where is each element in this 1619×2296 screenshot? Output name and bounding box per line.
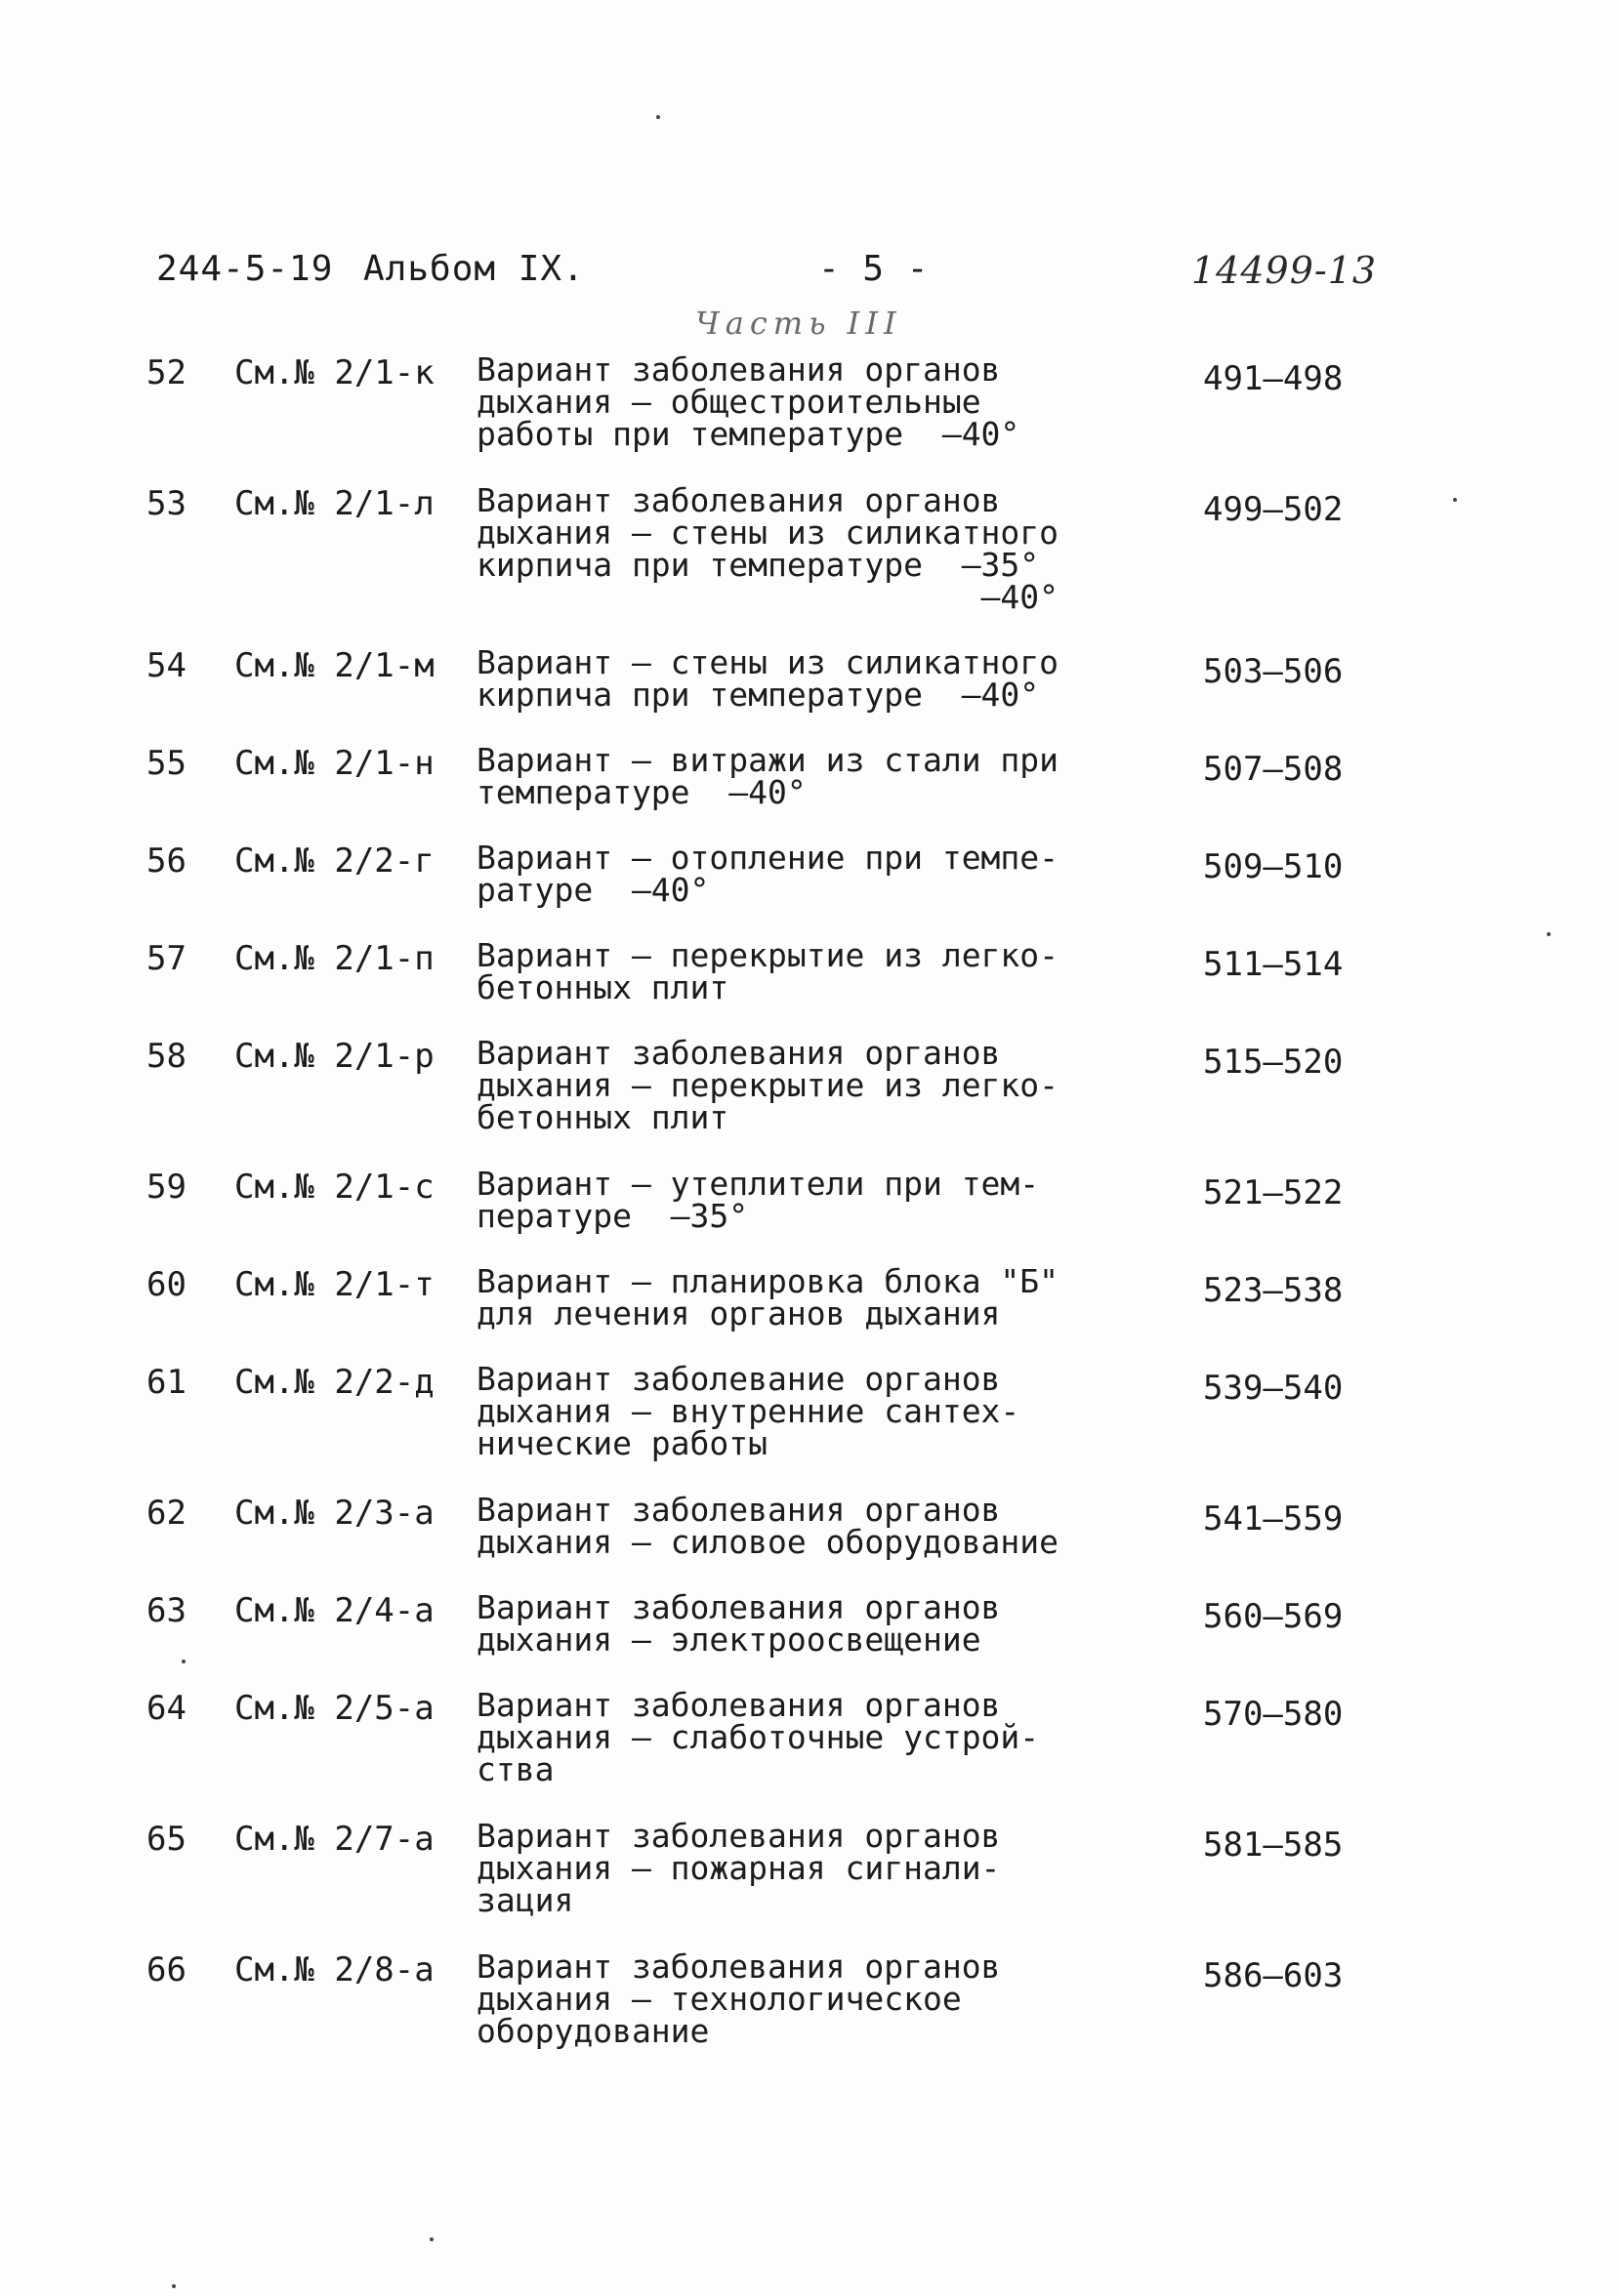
contents-entry — [0, 643, 1619, 744]
entry-description-line: работы при температуре –40° — [477, 415, 1020, 453]
entry-description-line: Вариант заболевания органов — [477, 350, 1001, 389]
entry-reference: См.№ 2/1-н — [234, 744, 435, 783]
scan-speck — [1453, 498, 1457, 502]
entry-description — [477, 643, 1121, 714]
handwritten-archive-number: 14499-13 — [1191, 249, 1378, 292]
entry-description — [477, 1817, 1121, 1919]
entry-reference: См.№ 2/4-а — [234, 1591, 435, 1630]
entry-description — [477, 1360, 1121, 1462]
entry-description-line: дыхания – перекрытие из легко- — [477, 1066, 1059, 1104]
entry-reference: См.№ 2/1-р — [234, 1037, 435, 1076]
entry-reference: См.№ 2/3-а — [234, 1494, 435, 1533]
entry-description-line: Вариант – отопление при темпе- — [477, 839, 1059, 877]
scan-speck — [1547, 932, 1551, 936]
entry-description-line: Вариант заболевания органов — [477, 1686, 1001, 1724]
entry-description-line: бетонных плит — [477, 968, 729, 1006]
contents-entry — [0, 1262, 1619, 1363]
entry-description-line: нические работы — [477, 1424, 768, 1462]
entry-description-line: дыхания – электроосвещение — [477, 1620, 981, 1659]
scan-speck — [182, 1660, 186, 1663]
scan-speck — [430, 2237, 434, 2241]
entry-number: 66 — [146, 1950, 187, 1989]
entry-page-range: 499–502 — [1203, 490, 1344, 529]
document-code: 244-5-19 — [156, 249, 334, 289]
entry-description-line: Вариант заболевания органов — [477, 1588, 1001, 1626]
entry-description-line: Вариант заболевания органов — [477, 1491, 1001, 1529]
entry-description-line: ратуре –40° — [477, 871, 710, 909]
contents-entry — [0, 1817, 1619, 1950]
contents-entry — [0, 1034, 1619, 1168]
entry-description-line: оборудование — [477, 2012, 710, 2050]
contents-entry — [0, 1588, 1619, 1689]
entry-page-range: 570–580 — [1203, 1695, 1344, 1734]
entry-number: 65 — [146, 1820, 187, 1859]
entry-reference: См.№ 2/2-д — [234, 1363, 435, 1402]
entry-description-line: ства — [477, 1750, 555, 1788]
entry-description-line: зация — [477, 1881, 574, 1919]
contents-entry — [0, 1360, 1619, 1494]
entry-number: 60 — [146, 1265, 187, 1304]
entry-number: 52 — [146, 353, 187, 392]
album-label: Альбом IX. — [363, 249, 585, 289]
entry-description-line: –40° — [477, 578, 1059, 616]
entry-reference: См.№ 2/7-а — [234, 1820, 435, 1859]
entry-description-line: Вариант заболевания органов — [477, 1948, 1001, 1986]
entry-reference: См.№ 2/1-с — [234, 1168, 435, 1207]
entry-reference: См.№ 2/1-л — [234, 484, 435, 523]
entry-number: 61 — [146, 1363, 187, 1402]
entry-description-line: Вариант – утеплители при тем- — [477, 1165, 1040, 1203]
entry-description-line: Вариант – витражи из стали при — [477, 741, 1059, 779]
entry-description-line: дыхания – слаботочные устрой- — [477, 1718, 1040, 1756]
contents-entry — [0, 1165, 1619, 1265]
contents-entry — [0, 1686, 1619, 1820]
entry-reference: См.№ 2/1-м — [234, 646, 435, 685]
entry-reference: См.№ 2/1-т — [234, 1265, 435, 1304]
entry-reference: См.№ 2/5-а — [234, 1689, 435, 1728]
entry-description-line: температуре –40° — [477, 773, 807, 811]
entry-number: 64 — [146, 1689, 187, 1728]
entry-description-line: дыхания – силовое оборудование — [477, 1523, 1059, 1561]
scan-speck — [172, 2284, 176, 2288]
entry-description-line: Вариант – перекрытие из легко- — [477, 936, 1059, 974]
entry-description-line: для лечения органов дыхания — [477, 1294, 1001, 1332]
contents-entry — [0, 841, 1619, 939]
contents-entry — [0, 1950, 1619, 2068]
entry-page-range: 491–498 — [1203, 359, 1344, 398]
entry-description-line: бетонных плит — [477, 1098, 729, 1136]
entry-description — [477, 1686, 1121, 1788]
entry-description-line: дыхания – пожарная сигнали- — [477, 1849, 1001, 1887]
entry-description — [477, 1165, 1121, 1235]
entry-description-line: Вариант – стены из силикатного — [477, 643, 1059, 681]
entry-page-range: 521–522 — [1203, 1173, 1344, 1212]
entry-description-line: Вариант – планировка блока "Б" — [477, 1262, 1059, 1300]
entry-description — [477, 1491, 1121, 1561]
entry-description — [477, 1034, 1121, 1136]
entry-page-range: 503–506 — [1203, 652, 1344, 691]
entry-description — [477, 936, 1121, 1006]
entry-description — [477, 1588, 1121, 1659]
entry-reference: См.№ 2/1-к — [234, 353, 435, 392]
entry-description — [477, 350, 1121, 453]
entry-number: 53 — [146, 484, 187, 523]
entry-description-line: дыхания – стены из силикатного — [477, 513, 1059, 552]
entry-page-range: 507–508 — [1203, 750, 1344, 789]
handwritten-part-label: Часть III — [695, 305, 902, 342]
page-number: - 5 - — [818, 249, 930, 289]
entry-page-range: 586–603 — [1203, 1956, 1344, 1995]
entry-reference: См.№ 2/8-а — [234, 1950, 435, 1989]
contents-entry — [0, 741, 1619, 841]
contents-entry — [0, 936, 1619, 1037]
entry-page-range: 560–569 — [1203, 1597, 1344, 1636]
entry-page-range: 523–538 — [1203, 1271, 1344, 1310]
entry-description-line: дыхания – технологическое — [477, 1980, 962, 2018]
entry-description-line: дыхания – внутренние сантех- — [477, 1392, 1020, 1430]
contents-entry — [0, 350, 1619, 484]
entry-page-range: 511–514 — [1203, 945, 1344, 984]
entry-page-range: 541–559 — [1203, 1499, 1344, 1538]
entry-number: 56 — [146, 841, 187, 881]
entry-number: 58 — [146, 1037, 187, 1076]
entry-description-line: дыхания – общестроительные — [477, 383, 981, 421]
entry-description — [477, 1948, 1121, 2050]
entry-page-range: 581–585 — [1203, 1825, 1344, 1865]
entry-page-range: 539–540 — [1203, 1369, 1344, 1408]
entry-description — [477, 741, 1121, 811]
entry-page-range: 509–510 — [1203, 847, 1344, 886]
entry-description-line: Вариант заболевания органов — [477, 481, 1001, 519]
entry-description-line: кирпича при температуре –35° — [477, 546, 1040, 584]
entry-description-line: пературе –35° — [477, 1197, 749, 1235]
entry-number: 62 — [146, 1494, 187, 1533]
scan-speck — [656, 115, 660, 119]
entry-number: 63 — [146, 1591, 187, 1630]
contents-entry — [0, 1491, 1619, 1591]
entry-description-line: Вариант заболевания органов — [477, 1034, 1001, 1072]
entry-description-line: Вариант заболевание органов — [477, 1360, 1001, 1398]
entry-description-line: Вариант заболевания органов — [477, 1817, 1001, 1855]
entry-description — [477, 839, 1121, 909]
entry-number: 55 — [146, 744, 187, 783]
entry-number: 59 — [146, 1168, 187, 1207]
entry-number: 57 — [146, 939, 187, 978]
entry-reference: См.№ 2/1-п — [234, 939, 435, 978]
contents-list — [0, 350, 1619, 2068]
entry-description-line: кирпича при температуре –40° — [477, 676, 1040, 714]
contents-entry — [0, 481, 1619, 646]
entry-description — [477, 1262, 1121, 1332]
entry-reference: См.№ 2/2-г — [234, 841, 435, 881]
entry-page-range: 515–520 — [1203, 1043, 1344, 1082]
entry-description — [477, 481, 1121, 616]
entry-number: 54 — [146, 646, 187, 685]
